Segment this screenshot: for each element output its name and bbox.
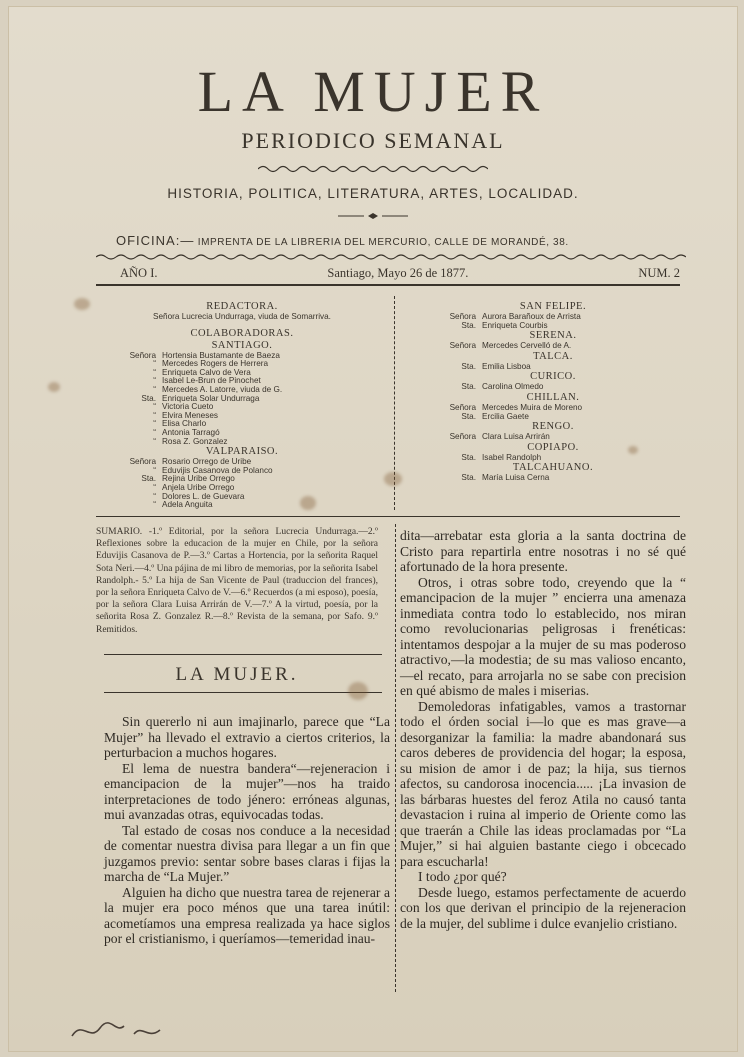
city-heading: COPIAPO. (527, 441, 579, 453)
article-paragraph: I todo ¿por qué? (418, 869, 507, 884)
title-rule-top (104, 654, 382, 655)
editor-heading: REDACTORA. (206, 301, 278, 312)
collaborator-title: “ (153, 419, 156, 429)
collaborator-title: “ (153, 410, 156, 420)
collaborator-name: Mercedes Cervelló de A. (482, 341, 572, 351)
collaborator-name: Mercedes A. Latorre, viuda de G. (162, 384, 283, 394)
collaborator-title: Sta. (461, 452, 476, 462)
stain (348, 682, 368, 700)
collaborator-name: Rosario Orrego de Uribe (162, 457, 252, 467)
article-paragraph: Desde luego, estamos perfectamente de acuerdo con los que derivan el principio de la rejeneracion de la mujer, del sublime i dulce evanjelio cristiano. (400, 884, 686, 931)
collaborator-name: Rejina Uribe Orrego (162, 474, 235, 484)
collaborator-title: Señora (449, 402, 476, 412)
stain (48, 382, 60, 392)
collaborator-row (118, 501, 366, 510)
collaborator-name: Eduvijis Casanova de Polanco (162, 465, 273, 475)
city-heading: RENGO. (532, 421, 574, 433)
masthead-subtitle: PERIODICO SEMANAL (241, 128, 505, 153)
collaborator-name: Ercilia Gaete (482, 411, 529, 421)
title-rule-bottom (104, 692, 382, 693)
issue-year: AÑO I. (120, 266, 158, 280)
collaborator-name: Elisa Charlo (162, 419, 207, 429)
collab-heading: COLABORADORAS. (190, 327, 294, 339)
stain (74, 298, 90, 310)
article-paragraph: Otros, i otras sobre todo, creyendo que la “ emancipacion de la mujer ” encierra una amenaza inmediata contra todo lo establecido, nos miran como revolucionarias peligrosas i frenéticas: intentamos despojar a la mujer de su mas poderoso atractivo,—la modestia; de su mas valioso encanto,—el recato, para arrojarla no se sabe con precision en qué abismo de males i miserias. (400, 574, 686, 698)
collaborator-name: Aurora Barañoux de Arrista (482, 312, 581, 321)
staff-right (438, 301, 668, 483)
article-paragraph: Sin quererlo ni aun imajinarlo, parece que “La Mujer” ha llevado el extravio a ciertos criterios, la perturbacion a muchos hogares. (104, 714, 390, 760)
collaborator-title: “ (153, 482, 156, 492)
collaborator-name: Emilia Lisboa (482, 361, 531, 371)
collaborator-title: Señora (449, 341, 476, 351)
city-heading: SERENA. (529, 330, 577, 342)
collaborator-name: Anjela Uribe Orrego (162, 482, 235, 492)
article-paragraph: Tal estado de cosas nos conduce a la necesidad de comentar nuestra divisa para llegar a un fin que juzgamos previo: sentar sobre bases claras i fijas la marcha de “La Mujer.” (104, 822, 390, 884)
city-heading: SAN FELIPE. (519, 301, 587, 312)
collaborator-row (438, 454, 668, 463)
article-column-right (400, 528, 686, 931)
issue-number: NUM. 2 (638, 266, 680, 280)
summary: SUMARIO. -1.º Editorial, por la señora Lucrecia Undurraga.—2.º Reflexiones sobre la educacion de la mujer en Chile, por la señora Eduvijis Casanova de P.—3.º Cartas a Hortencia, por la señorita Raquel Sota Neri.—4.º Una pájina de mi libro de memorias, por la señorita Isabel Randolph.- 5.º La hija de San Vicente de Paul (traduccion del frances), por la señora Enriqueta Calvo de V.—6.º Recuerdos (a mi esposo), poesía, por la señora Clara Luisa Arrirán de V.—7.º A la virtud, poesía, por la señorita Rosa Z. Gonzalez R.—8.º Revista de la semana, por Safo. 9.º Remitidos. (96, 527, 378, 635)
collaborator-name: María Luisa Cerna (482, 473, 550, 483)
collaborator-title: “ (153, 367, 156, 377)
stain (628, 446, 638, 454)
dateline (120, 266, 680, 281)
collaborator-title: Sta. (461, 411, 476, 421)
office-address: IMPRENTA DE LA LIBRERIA DEL MERCURIO, CALLE DE MORANDÉ, 38. (197, 237, 569, 248)
collaborator-name: Isabel Le-Brun de Pinochet (162, 376, 261, 386)
stain (384, 472, 402, 486)
collaborator-row (438, 363, 668, 372)
collaborator-title: “ (153, 402, 156, 412)
collaborator-title: Sta. (141, 393, 156, 403)
editor-name: Señora Lucrecia Undurraga, viuda de Somarriva. (153, 312, 331, 321)
article-paragraph: Alguien ha dicho que nuestra tarea de rejenerar a la mujer era poco ménos que una tarea inútil: acometíamos una empresa realizada ya hace siglos por el cristianismo, i queríamos—temeridad inau- (104, 884, 390, 946)
collaborator-name: Adela Anguita (162, 500, 213, 510)
collaborator-name: Mercedes Muira de Moreno (482, 402, 583, 412)
collaborator-title: Señora (449, 312, 476, 321)
handwritten-scribble (68, 1014, 218, 1044)
collaborator-name: Enriqueta Calvo de Vera (162, 367, 251, 377)
collaborator-name: Isabel Randolph (482, 452, 542, 462)
article-column-left (104, 714, 390, 947)
column-divider (395, 524, 397, 992)
collaborator-name: Enriqueta Solar Undurraga (162, 393, 260, 403)
wavy-divider (258, 164, 488, 174)
article-title: LA MUJER. (175, 664, 299, 685)
collaborator-title: “ (153, 500, 156, 510)
collaborator-title: “ (153, 376, 156, 386)
collaborator-title: “ (153, 491, 156, 501)
staff-left (118, 301, 366, 510)
city-heading: SANTIAGO. (211, 339, 273, 351)
collaborator-name: Carolina Olmedo (482, 382, 544, 392)
collaborator-name: Enriqueta Courbis (482, 320, 548, 330)
collaborator-title: “ (153, 465, 156, 475)
collaborator-row (438, 474, 668, 483)
collaborator-row (438, 383, 668, 392)
city-heading: TALCAHUANO. (512, 462, 594, 474)
collaborator-row (438, 433, 668, 442)
collaborator-name: Antonia Tarragó (162, 427, 220, 437)
city-heading: CHILLAN. (526, 391, 580, 403)
office-line (116, 233, 676, 248)
collaborator-name: Rosa Z. Gonzalez (162, 436, 228, 446)
office-label: OFICINA:— (116, 233, 195, 248)
article-paragraph: El lema de nuestra bandera“—rejeneracion i emancipacion de la mujer”—nos ha traido interpretaciones de todo jénero: erróneas algunas, mui avanzadas otras, equivocadas todas. (104, 760, 390, 822)
issue-date: Santiago, Mayo 26 de 1877. (327, 266, 469, 280)
city-heading: TALCA. (533, 350, 573, 362)
masthead-title: LA MUJER (197, 59, 549, 124)
city-heading: CURICO. (530, 371, 576, 383)
collaborator-name: Elvira Meneses (162, 410, 218, 420)
article-paragraph: Demoledoras infatigables, vamos a trastornar todo el órden social i—lo que es mas grave—a desorganizar la familia: la madre abandonará sus caros deberes de providencia del hogar; la esposa, su mision de amor i de paz; la hija, sus tiernos afectos, su candorosa inocencia..... ¡La invasion de las bárbaras huestes del feroz Atila no causó tanta devastacion i ruina al imperio de Oriente como las que traerán a Chile las ideas proclamadas por “La Mujer,” si hai alguien bastante ciego i obcecado para escucharla! (400, 698, 686, 869)
sections-line: HISTORIA, POLITICA, LITERATURA, ARTES, LOCALIDAD. (167, 186, 579, 201)
collaborator-row (438, 342, 668, 351)
wavy-divider-2 (96, 252, 686, 262)
collaborator-title: Sta. (461, 473, 476, 483)
collaborator-title: Señora (129, 350, 156, 360)
collaborator-title: Sta. (461, 320, 476, 330)
ornament-divider (338, 212, 408, 220)
stain (300, 496, 316, 510)
collaborator-row (438, 413, 668, 422)
collaborator-title: Sta. (141, 474, 156, 484)
collaborator-title: “ (153, 436, 156, 446)
city-heading: VALPARAISO. (205, 446, 279, 458)
collab-groups-left (118, 340, 366, 510)
collaborator-title: Señora (129, 457, 156, 467)
staff-rule (96, 516, 680, 517)
collaborator-title: Sta. (461, 382, 476, 392)
collaborator-name: Hortensia Bustamante de Baeza (162, 350, 280, 360)
collaborator-title: “ (153, 427, 156, 437)
collaborator-row (118, 438, 366, 447)
collaborator-row (438, 322, 668, 331)
collaborator-name: Mercedes Rogers de Herrera (162, 359, 269, 369)
collaborator-title: Señora (449, 432, 476, 442)
collaborator-title: Sta. (461, 361, 476, 371)
collaborator-title: “ (153, 359, 156, 369)
collaborator-name: Clara Luisa Arrirán (482, 432, 550, 442)
article-paragraph: dita—arrebatar esta gloria a la santa doctrina de Cristo para repartirla entre nosotras i no sé qué afortunado de la hora presente. (400, 528, 686, 574)
collab-groups-right (438, 301, 668, 483)
header-rule (96, 284, 680, 286)
newspaper-page (8, 6, 738, 1052)
collaborator-name: Dolores L. de Guevara (162, 491, 245, 501)
collaborator-title: “ (153, 384, 156, 394)
collaborator-name: Victoria Cueto (162, 402, 214, 412)
